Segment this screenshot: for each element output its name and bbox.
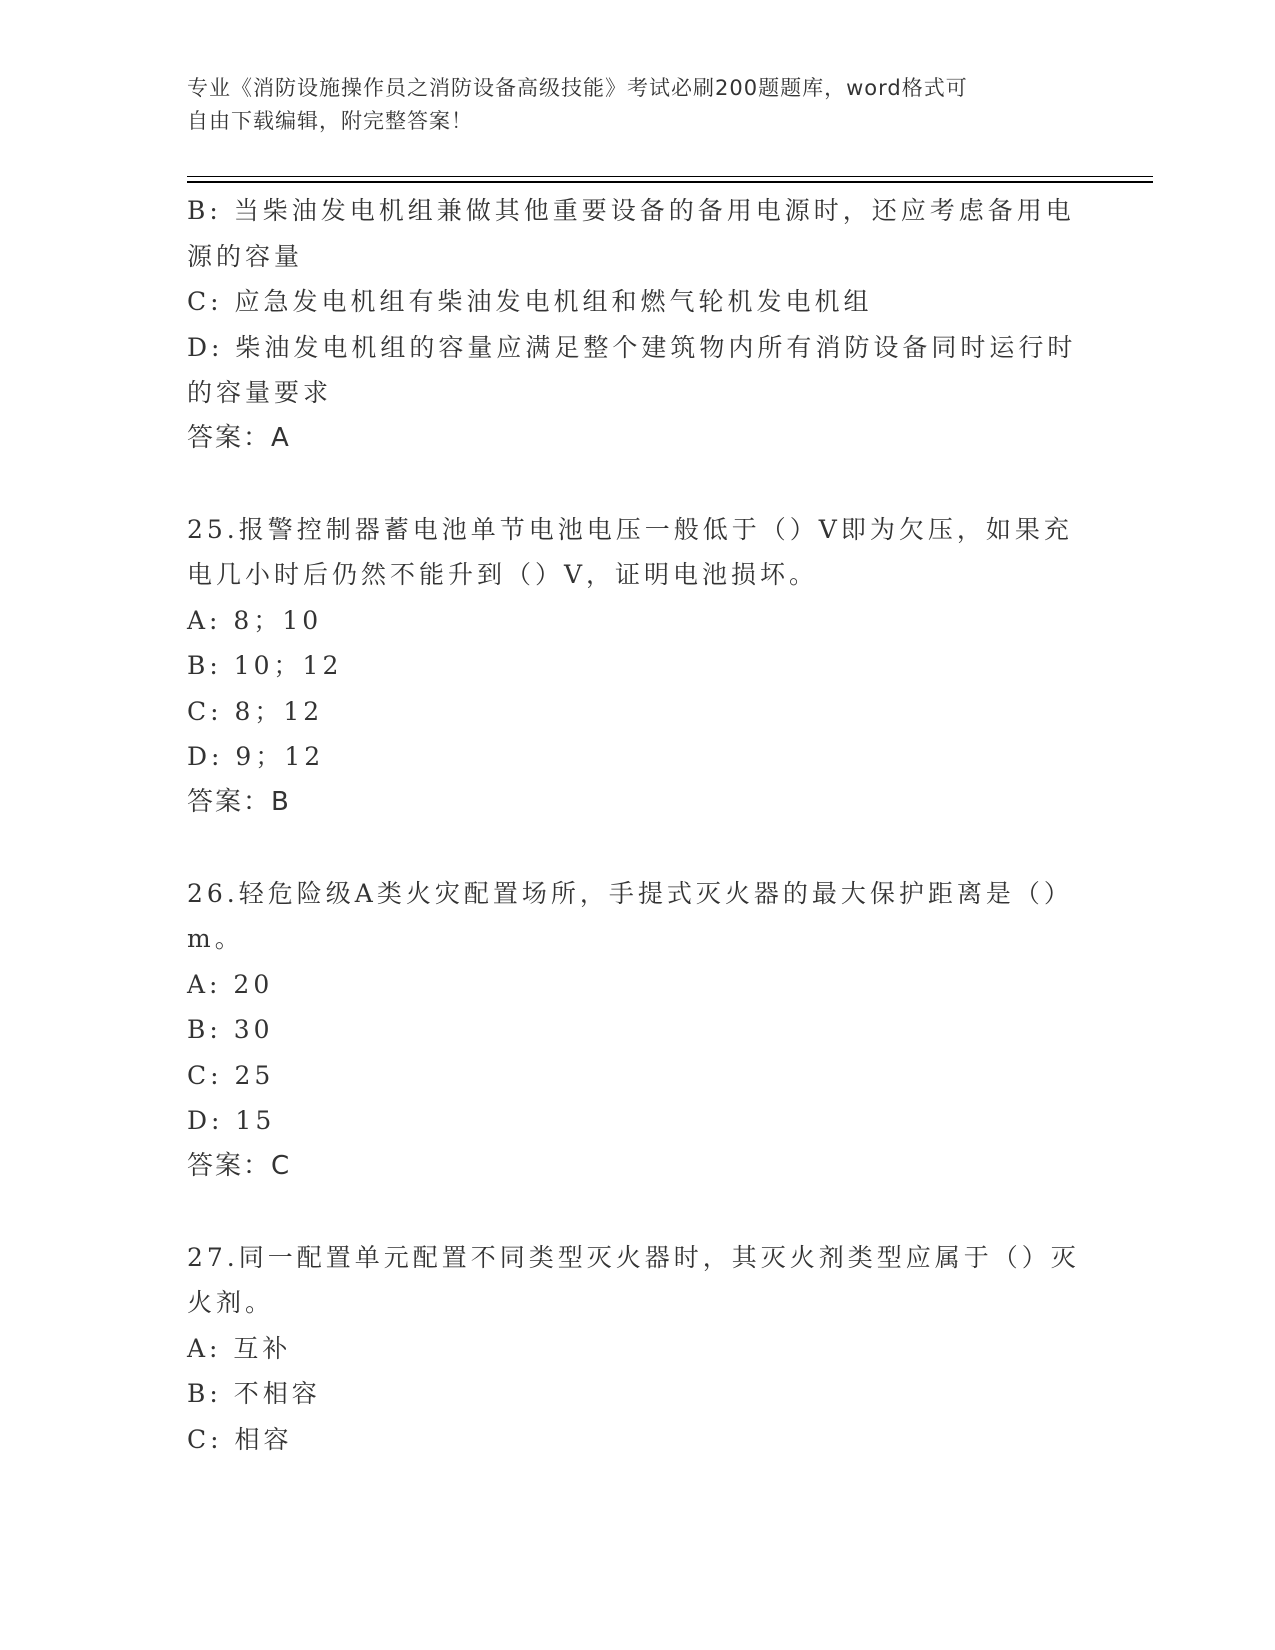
header-line-1: 专业《消防设施操作员之消防设备高级技能》考试必刷200题题库，word格式可 [187,76,968,100]
question-stem-continued: 电几小时后仍然不能升到（）V，证明电池损坏。 [187,560,819,589]
previous-question-block [187,188,1087,461]
question-stem: 25.报警控制器蓄电池单节电池电压一般低于（）V即为欠压，如果充 [187,514,1073,544]
page-header [187,72,1067,138]
answer-line: 答案：B [187,786,291,817]
option-c: C: 应急发电机组有柴油发电机组和燃气轮机发电机组 [187,287,873,316]
option-a: A: 互补 [187,1333,292,1363]
header-rule-thin [187,176,1153,177]
answer-line: 答案：A [187,422,291,453]
question-stem-continued: 火剂。 [187,1288,275,1317]
option-a: A: 8；10 [187,605,323,635]
question-25 [187,507,1087,826]
option-b: B: 10；12 [187,651,343,680]
header-rule-thick [187,181,1153,183]
option-b-continued: 源的容量 [187,241,304,271]
question-content [187,188,1087,1462]
question-27 [187,1235,1087,1463]
option-d: D: 9；12 [187,742,325,771]
option-c: C: 相容 [187,1424,293,1454]
header-line-2: 自由下载编辑，附完整答案！ [187,109,473,133]
option-d: D: 柴油发电机组的容量应满足整个建筑物内所有消防设备同时运行时 [187,332,1077,362]
option-c: C: 25 [187,1060,275,1090]
option-c: C: 8；12 [187,696,324,726]
option-d-continued: 的容量要求 [187,378,333,407]
question-stem: 26.轻危险级A类火灾配置场所，手提式灭火器的最大保护距离是（） [187,878,1073,908]
option-a: A: 20 [187,969,274,999]
question-stem: 27.同一配置单元配置不同类型灭火器时，其灭火剂类型应属于（）灭 [187,1242,1080,1272]
question-26 [187,871,1087,1190]
question-stem-continued: m。 [187,924,244,953]
answer-line: 答案：C [187,1150,292,1181]
option-b: B: 当柴油发电机组兼做其他重要设备的备用电源时，还应考虑备用电 [187,196,1075,225]
option-d: D: 15 [187,1106,276,1135]
option-b: B: 不相容 [187,1379,321,1408]
option-b: B: 30 [187,1015,274,1044]
